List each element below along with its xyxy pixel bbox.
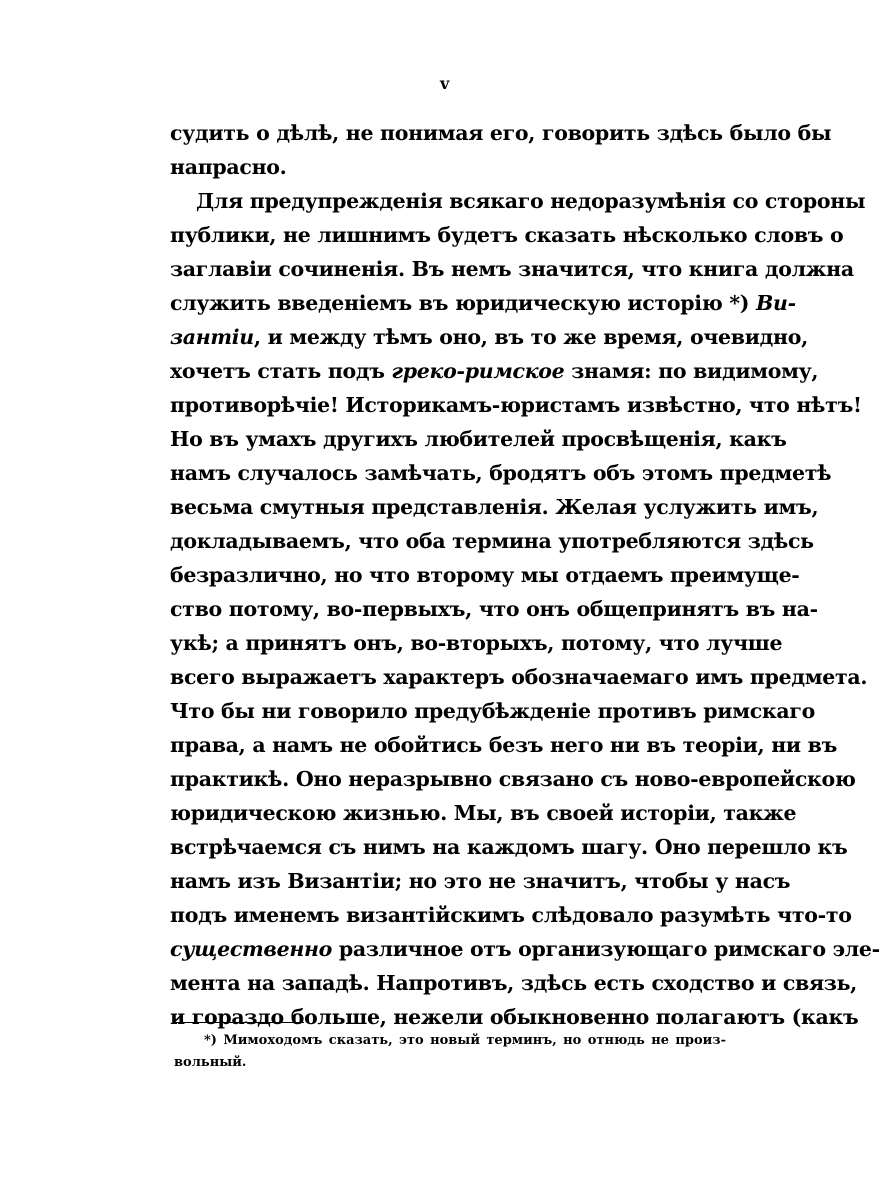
text-line: безразлично, но что второму мы отдаемъ преимуще- bbox=[170, 563, 800, 587]
text-line: Но въ умахъ другихъ любителей просвѣщенія, какъ bbox=[170, 427, 787, 451]
text-line: напрасно. bbox=[170, 155, 287, 179]
text-line: намъ изъ Византіи; но это не значитъ, чтобы у насъ bbox=[170, 869, 791, 893]
text-line: заглавіи сочиненія. Въ немъ значится, что книга должна bbox=[170, 257, 854, 281]
text-line: публики, не лишнимъ будетъ сказать нѣсколько словъ о bbox=[170, 223, 844, 247]
italic-span: греко-римское bbox=[391, 359, 565, 383]
text-line: встрѣчаемся съ нимъ на каждомъ шагу. Оно перешло къ bbox=[170, 835, 848, 859]
italic-span: зантіи bbox=[170, 325, 254, 349]
text-line: ство потому, во-первыхъ, что онъ общепринятъ въ на- bbox=[170, 597, 818, 621]
text-line bbox=[170, 286, 796, 320]
text-line: юридическою жизнью. Мы, въ своей исторіи, также bbox=[170, 801, 797, 825]
text-line: намъ случалось замѣчать, бродятъ объ этомъ предметѣ bbox=[170, 461, 832, 485]
text-line: практикѣ. Оно неразрывно связано съ ново-европейскою bbox=[170, 767, 856, 791]
text-span: , и между тѣмъ оно, въ то же время, очевидно, bbox=[253, 325, 808, 349]
italic-span: существенно bbox=[170, 937, 332, 961]
text-line: противорѣчіе! Историкамъ-юристамъ извѣстно, что нѣтъ! bbox=[170, 393, 862, 417]
text-line: докладываемъ, что оба термина употребляются здѣсь bbox=[170, 529, 814, 553]
text-line: права, а намъ не обойтись безъ него ни въ теоріи, ни въ bbox=[170, 733, 838, 757]
text-line: и гораздо больше, нежели обыкновенно полагаютъ (какъ bbox=[170, 1005, 859, 1029]
page-number: v bbox=[440, 74, 450, 93]
footnote-rule bbox=[174, 1022, 304, 1023]
text-line: всего выражаетъ характеръ обозначаемаго имъ предмета. bbox=[170, 665, 868, 689]
text-line: Что бы ни говорило предубѣжденіе противъ римскаго bbox=[170, 699, 816, 723]
text-line: весьма смутныя представленія. Желая услужить имъ, bbox=[170, 495, 819, 519]
text-line bbox=[170, 320, 808, 354]
text-span: служить введеніемъ въ юридическую исторію *) bbox=[170, 291, 750, 315]
footnote-line: *) Мимоходомъ сказать, это новый терминъ, но отнюдь не произ- bbox=[204, 1033, 726, 1048]
text-line: Для предупрежденія всякаго недоразумѣнія со стороны bbox=[196, 189, 866, 213]
text-line bbox=[170, 932, 880, 966]
text-line: подъ именемъ византійскимъ слѣдовало разумѣть что-то bbox=[170, 903, 852, 927]
text-span: знамя: по видимому, bbox=[571, 359, 819, 383]
footnote-line: вольный. bbox=[174, 1055, 247, 1070]
text-line: мента на западѣ. Напротивъ, здѣсь есть сходство и связь, bbox=[170, 971, 858, 995]
italic-span: Ви- bbox=[756, 291, 796, 315]
text-span: хочетъ стать подъ bbox=[170, 359, 385, 383]
text-line: укѣ; а принятъ онъ, во-вторыхъ, потому, что лучше bbox=[170, 631, 783, 655]
text-line: судить о дѣлѣ, не понимая его, говорить здѣсь было бы bbox=[170, 121, 832, 145]
text-line bbox=[170, 354, 819, 388]
text-span: различное отъ организующаго римскаго эле- bbox=[338, 937, 880, 961]
